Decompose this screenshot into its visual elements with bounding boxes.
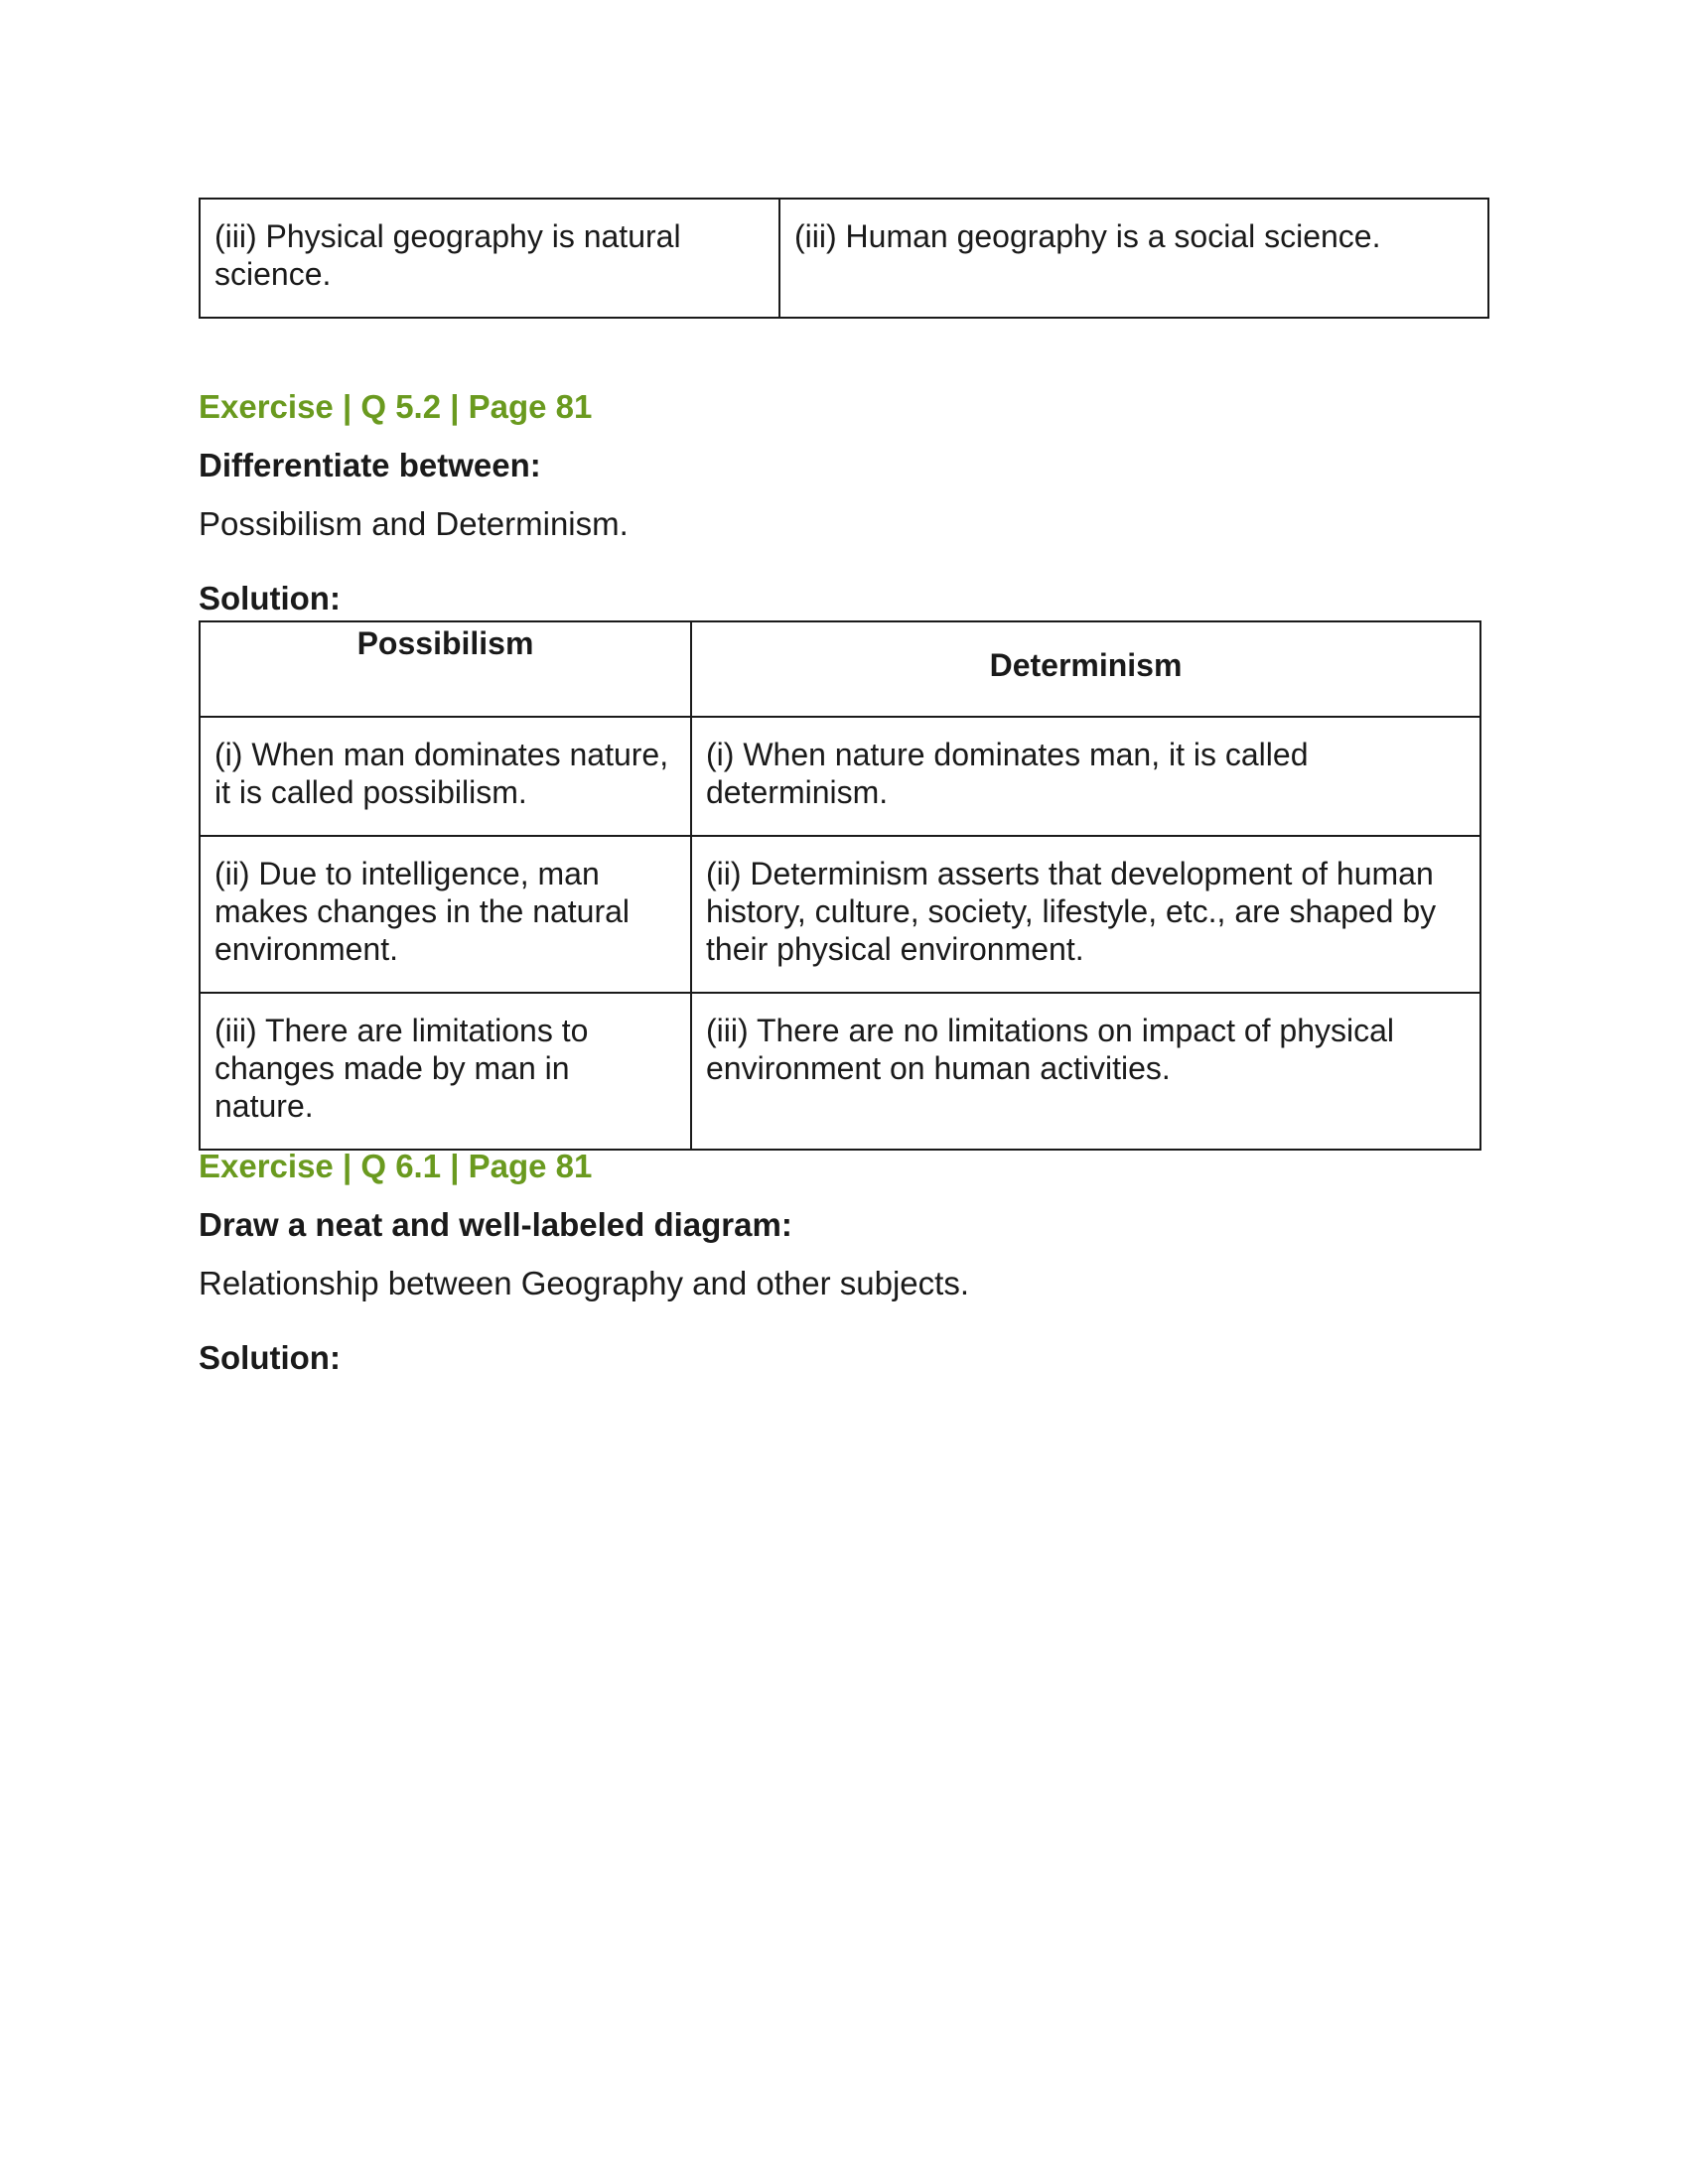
table-cell: (ii) Due to intelligence, man makes changes in the natural environment. — [200, 836, 691, 993]
column-header-determinism: Determinism — [691, 621, 1480, 717]
table-cell: (i) When nature dominates man, it is called determinism. — [691, 717, 1480, 836]
previous-comparison-table — [199, 198, 1489, 319]
question-label: Differentiate between: — [199, 447, 541, 483]
column-header-possibilism: Possibilism — [200, 621, 691, 717]
table-cell: (iii) There are limitations to changes made by man in nature. — [200, 993, 691, 1150]
table-cell: (iii) There are no limitations on impact of physical environment on human activities. — [691, 993, 1480, 1150]
question-text: Relationship between Geography and other subjects. — [199, 1265, 969, 1301]
table-cell-physical-geography: (iii) Physical geography is natural science. — [200, 199, 779, 318]
exercise-heading-q5-2: Exercise | Q 5.2 | Page 81 — [199, 388, 593, 425]
table-cell-human-geography: (iii) Human geography is a social science. — [779, 199, 1488, 318]
question-text: Possibilism and Determinism. — [199, 505, 629, 542]
table-cell: (ii) Determinism asserts that development of human history, culture, society, lifestyle, etc., are shaped by their physical environment. — [691, 836, 1480, 993]
table-header-row — [200, 621, 1480, 717]
solution-label: Solution: — [199, 580, 341, 616]
table-row — [200, 836, 1480, 993]
possibilism-determinism-table — [199, 620, 1481, 1151]
table-row — [200, 717, 1480, 836]
table-row — [200, 993, 1480, 1150]
table-cell: (i) When man dominates nature, it is called possibilism. — [200, 717, 691, 836]
exercise-heading-q6-1: Exercise | Q 6.1 | Page 81 — [199, 1148, 593, 1184]
question-label: Draw a neat and well-labeled diagram: — [199, 1206, 792, 1243]
solution-label: Solution: — [199, 1339, 341, 1376]
table-row — [200, 199, 1488, 318]
